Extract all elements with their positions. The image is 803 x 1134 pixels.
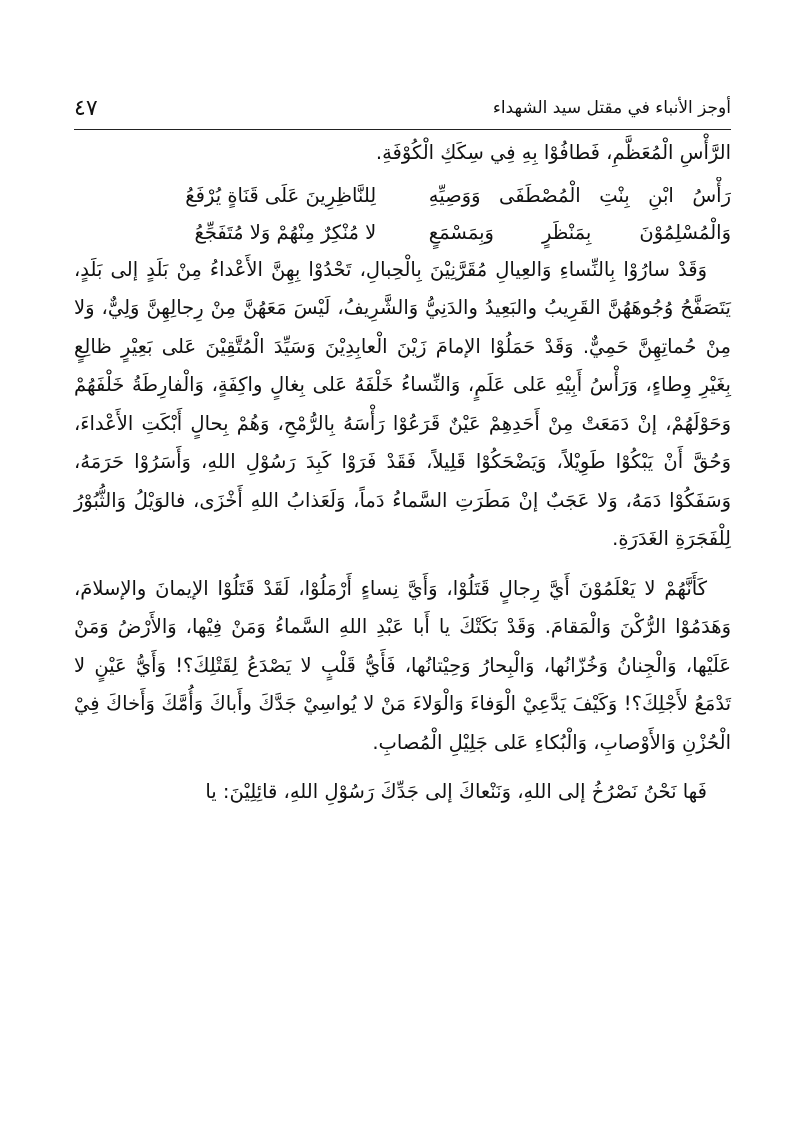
- paragraph-1: الرَّأْسِ الْمُعَظَّمِ، فَطافُوْا بِهِ فِي سِكَكِ الْكُوْفَةِ.: [375, 141, 731, 164]
- verse-line: [74, 177, 731, 214]
- paragraph-2: وَقَدْ سارُوْا بِالنِّساءِ وَالعِيالِ مُقَرَّنِيْنَ بِالْحِبالِ، تَحْدُوْا بِهِنَّ الأَعْداءُ مِنْ بَلَدٍ إلى بَلَدٍ، يَتَصَفَّحُ وُجُوهَهُنَّ القَرِيبُ والبَعِيدُ والدَنِيُّ وَالشَّرِيفُ، لَيْسَ مَعَهُنَّ مِنْ رِجالِهِنَّ وَلِيٌّ، وَلا مِنْ حُماتِهِنَّ حَمِيٌّ. وَقَدْ حَمَلُوْا الإمامَ زَيْنَ الْعابِدِيْنَ وَسَيِّدَ الْمُتَّقِيْنَ عَلى بَعِيْرٍ ظالِعٍ بِغَيْرِ وِطاءٍ، وَرَأْسُ أَبِيْهِ عَلى عَلَمٍ، وَالنِّساءُ خَلْفَهُ عَلى بِغالٍ واكِفَةٍ، وَالْفارِطَةُ خَلْفَهُمْ وَحَوْلَهُمْ، إنْ دَمَعَتْ مِنْ أَحَدِهِمْ عَيْنٌ قَرَعُوْا رَأْسَهُ بِالرُّمْحِ، وَهُمْ بِحالٍ أَبْكَتِ الأَعْداءَ، وَحُقَّ أَنْ يَبْكُوْا طَوِيْلاً، وَيَضْحَكُوْا قَلِيلاً، فَقَدْ فَرَوْا كَبِدَ رَسُوْلِ اللهِ، وَأَسَرُوْا حَرَمَهُ، وَسَفَكُوْا دَمَهُ، وَلا عَجَبٌ إنْ مَطَرَتِ السَّماءُ دَماً، وَلَعَذابُ اللهِ أَخْزَى، فالوَيْلُ وَالثُّبُوْرُ لِلْفَجَرَةِ الغَدَرَةِ.: [74, 257, 731, 550]
- verse-first-hemistich: رَأْسُ ابْنِ بِنْتِ الْمُصْطَفَى وَوَصِيِّهِ: [428, 183, 731, 207]
- verse-second-hemistich: لِلنَّاظِرِينَ عَلَى قَنَاةٍ يُرْفَعُ: [185, 183, 377, 207]
- page-body: [74, 134, 731, 812]
- running-title: أوجز الأنباء في مقتل سيد الشهداء: [492, 98, 731, 118]
- paragraph-3: كَأَنَّهُمْ لا يَعْلَمُوْنَ أَيَّ رِجالٍ قَتَلُوْا، وَأَيَّ نِساءٍ أَرْمَلُوْا، لَقَدْ قَتَلُوْا الإيمانَ والإسلامَ، وَهَدَمُوْا الرُّكْنَ وَالْمَقامَ. وَقَدْ بَكَتْكَ يا أَبا عَبْدِ اللهِ السَّماءُ وَمَنْ فِيْها، وَالأَرْضُ وَمَنْ عَلَيْها، وَالْجِنانُ وَخُزّانُها، وَالْبِحارُ وَحِيْتانُها، فَأَيُّ قَلْبٍ لا يَصْدَعُ لِقَتْلِكَ؟! وَأَيُّ عَيْنٍ لا تَدْمَعُ لأَجْلِكَ؟! وَكَيْفَ يَدَّعِيْ الْوَفاءَ وَالْوَلاءَ مَنْ لا يُواسِيْ جَدَّكَ وأَباكَ وَأُمَّكَ وَأَخاكَ فِيْ الْحُزْنِ وَالأَوْصابِ، وَالْبُكاءِ عَلى جَلِيْلِ الْمُصابِ.: [74, 576, 731, 754]
- verse-line: [74, 214, 731, 251]
- header-rule: [74, 129, 731, 130]
- verse-second-hemistich: لا مُنْكِرٌ مِنْهُمْ وَلا مُتَفَجِّعُ: [194, 220, 377, 244]
- page-header: [74, 92, 731, 124]
- paragraph-4: فَها نَحْنُ نَصْرُخُ إلى اللهِ، وَنَنْعاكَ إلى جَدِّكَ رَسُوْلِ اللهِ، قائِلِيْنَ: يا: [205, 780, 707, 803]
- poem: [74, 177, 731, 251]
- page-number: ٤٧: [74, 95, 98, 121]
- verse-first-hemistich: وَالْمُسْلِمُوْنَ بِمَنْظَرٍ وَبِمَسْمَعٍ: [428, 220, 731, 244]
